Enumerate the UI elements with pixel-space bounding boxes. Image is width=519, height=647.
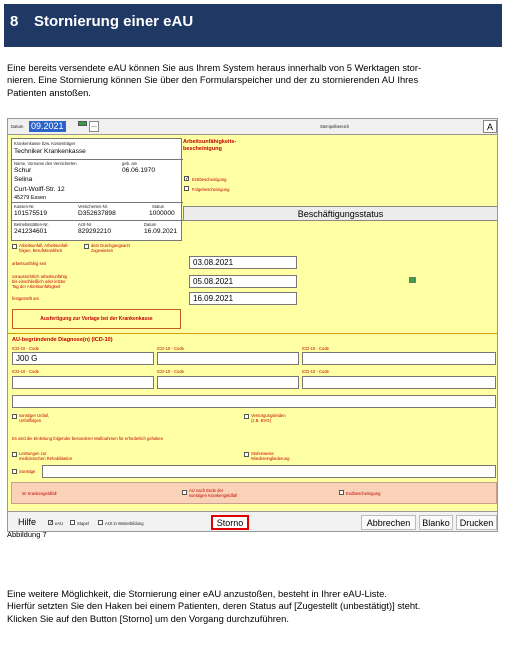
calendar-icon[interactable]: [78, 121, 87, 126]
icd-field-1[interactable]: J00 G: [12, 352, 154, 365]
patient-box[interactable]: [11, 138, 182, 241]
abbrechen-button[interactable]: Abbrechen: [361, 515, 416, 530]
icd-label: ICD-10 - Code: [157, 369, 184, 374]
endbescheinigung-checkbox[interactable]: [339, 490, 344, 495]
arzt-weiterbildung-checkbox[interactable]: [98, 520, 103, 525]
arbeitsunfall-label: Arbeitsunfall, Arbeitsunfall- folgen, Berufskrankheit: [19, 243, 69, 253]
section-number: 8: [10, 13, 19, 30]
ausfertigung-label: Ausfertigung zur Vorlage bei der Krankenkasse: [12, 309, 181, 329]
sonstige-label: Sonstige: [19, 469, 36, 474]
icd-label: ICD-10 - Code: [12, 369, 39, 374]
divider: [8, 333, 498, 334]
erstbescheinigung-checkbox[interactable]: ✓: [185, 176, 190, 182]
figure-caption: Abbildung 7: [7, 530, 47, 539]
intro-paragraph: [7, 62, 421, 99]
icd-field-2[interactable]: [157, 352, 299, 365]
divider: [12, 220, 183, 221]
intro-line: Eine bereits versendete eAU können Sie aus Ihrem System heraus innerhalb von 5 Werktagen stor-: [7, 62, 422, 73]
beschaeftigungsstatus-button[interactable]: Beschäftigungsstatus: [183, 206, 498, 221]
icd-field-3[interactable]: [302, 352, 496, 365]
arztnr-value: 829292210: [78, 228, 112, 235]
form-bottombar: [8, 511, 498, 532]
arzt-weiterbildung-label: Arzt in Weiterbildung: [105, 521, 144, 526]
bsnr-label: Betriebsstätten-Nr.: [14, 222, 49, 227]
rehabilitation-checkbox[interactable]: [12, 452, 17, 457]
sonstige-checkbox[interactable]: [12, 469, 17, 474]
patient-street: Curt-Wolff-Str. 12: [14, 186, 65, 193]
wiedereingliederung-label: Stufenweise Wiedereingliederung: [251, 451, 290, 461]
dob-label: geb. am: [122, 161, 138, 166]
patient-dob: 06.06.1970: [122, 167, 156, 174]
eau-label: eAU: [55, 521, 64, 526]
name-label: Name, Vorname des Versicherten: [14, 161, 77, 166]
au-seit-label: arbeitsunfähig seit: [12, 261, 46, 266]
wiedereingliederung-checkbox[interactable]: [244, 452, 249, 457]
datum-value: 16.09.2021: [144, 228, 178, 235]
versorgungsleiden-label: Versorgungsleiden (z.B. BVG): [251, 413, 286, 423]
durchgangsarzt-checkbox[interactable]: [84, 244, 89, 249]
outro-line: Klicken Sie auf den Button [Storno] um den Vorgang durchzuführen.: [7, 612, 289, 624]
au-seit-field[interactable]: 03.08.2021: [189, 256, 297, 269]
icd-field-5[interactable]: [157, 376, 299, 389]
datum-label: Datum: [144, 222, 157, 227]
divider: [12, 202, 183, 203]
endbescheinigung-label: Endbescheinigung: [346, 491, 381, 496]
blanko-button[interactable]: Blanko: [419, 515, 453, 530]
help-button[interactable]: Hilfe: [17, 517, 36, 527]
arztnr-label: Arzt-Nr.: [78, 222, 93, 227]
form-type-box[interactable]: A: [483, 120, 497, 133]
festgestellt-label: festgestellt am: [12, 296, 39, 301]
au-ende-label: AU nach Ende der sonstigen Krankengeldfall: [189, 488, 237, 498]
section-header: [4, 4, 502, 47]
au-ende-checkbox[interactable]: [182, 490, 187, 495]
patient-lastname: Schur: [14, 167, 32, 174]
versnr-value: D352637898: [78, 210, 116, 217]
icd-label: ICD-10 - Code: [157, 346, 184, 351]
status-label: Status: [152, 204, 164, 209]
intro-line: Patienten anstoßen.: [7, 86, 91, 98]
eau-form-screenshot: [7, 118, 498, 532]
kasse-value: Techniker Krankenkasse: [14, 148, 86, 155]
status-value: 1000000: [149, 210, 175, 217]
sonstiger-unfall-checkbox[interactable]: [12, 414, 17, 419]
patient-firstname: Selina: [14, 176, 33, 183]
versorgungsleiden-checkbox[interactable]: [244, 414, 249, 419]
au-heading: Arbeitsunfähigkeits- bescheinigung: [183, 139, 237, 152]
divider: [12, 159, 183, 160]
au-bis-label: voraussichtlich arbeitsunfähig bis einschließlich oder letzter Tag der Arbeitsunfähigkeit: [12, 274, 67, 289]
massnahmen-label: Es wird die Einleitung folgender besonderer Maßnahmen für erforderlich gehalten: [12, 436, 164, 441]
form-topbar: [8, 119, 498, 135]
icd-field-4[interactable]: [12, 376, 154, 389]
erstbescheinigung-label: Erstbescheinigung: [192, 177, 227, 182]
folgebescheinigung-label: Folgebescheinigung: [192, 187, 230, 192]
au-bis-field[interactable]: 05.08.2021: [189, 275, 297, 288]
outro-line: Hierfür setzten Sie den Haken bei einem Patienten, deren Status auf [Zugestellt (unbestätigt)] steht.: [7, 600, 421, 612]
patient-city: 45279 Essen: [14, 195, 47, 201]
icd-label: ICD-10 - Code: [12, 346, 39, 351]
durchgangsarzt-label: dem Durchgangsarzt zugewiesen: [91, 243, 130, 253]
outro-line: Eine weitere Möglichkeit, die Stornierung einer eAU anzustoßen, besteht in Ihrer eAU-Liste.: [7, 588, 387, 599]
outro-paragraph: [7, 588, 420, 625]
sonstiger-unfall-label: sonstiger Unfall, Unfallfolgen: [19, 413, 50, 423]
stapel-checkbox[interactable]: [70, 520, 75, 525]
sonstige-field[interactable]: [42, 465, 496, 478]
calendar-icon[interactable]: [409, 277, 416, 283]
versnr-label: Versicherten-Nr.: [78, 204, 109, 209]
rehabilitation-label: Leistungen zur medizinischen Rehabilitation: [19, 451, 73, 461]
krankengeld-strip: [11, 482, 497, 504]
arbeitsunfall-checkbox[interactable]: [12, 244, 17, 249]
diagnose-heading: AU-begründende Diagnose(n) (ICD-10): [12, 337, 113, 343]
icd-label: ICD-10 - Code: [302, 346, 329, 351]
festgestellt-field[interactable]: 16.09.2021: [189, 292, 297, 305]
krankengeld-label: im Krankengeldfall: [22, 491, 57, 496]
intro-line: nieren. Eine Stornierung können Sie über den Formularspeicher und der zu stornierenden AU Ihres: [7, 74, 419, 86]
eau-checkbox[interactable]: ✓: [49, 520, 54, 526]
kasse-label: Krankenkasse bzw. Kostenträger: [14, 141, 76, 146]
more-button[interactable]: ...: [89, 121, 99, 132]
date-label: Datum: [11, 124, 24, 129]
stamp-area-label: Stempelbereich: [320, 124, 350, 129]
kassennr-value: 101575519: [14, 210, 48, 217]
drucken-button[interactable]: Drucken: [456, 515, 497, 530]
stapel-label: Stapel: [77, 521, 89, 526]
diagnose-freitext-field[interactable]: [12, 395, 496, 408]
bsnr-value: 241234601: [14, 228, 48, 235]
icd-label: ICD-10 - Code: [302, 369, 329, 374]
folgebescheinigung-checkbox[interactable]: [184, 186, 189, 191]
icd-field-6[interactable]: [302, 376, 496, 389]
kassennr-label: Kassen-Nr.: [14, 204, 35, 209]
date-field[interactable]: 09.2021: [31, 121, 64, 131]
section-title: Stornierung einer eAU: [34, 13, 194, 30]
storno-button[interactable]: Storno: [211, 515, 249, 530]
